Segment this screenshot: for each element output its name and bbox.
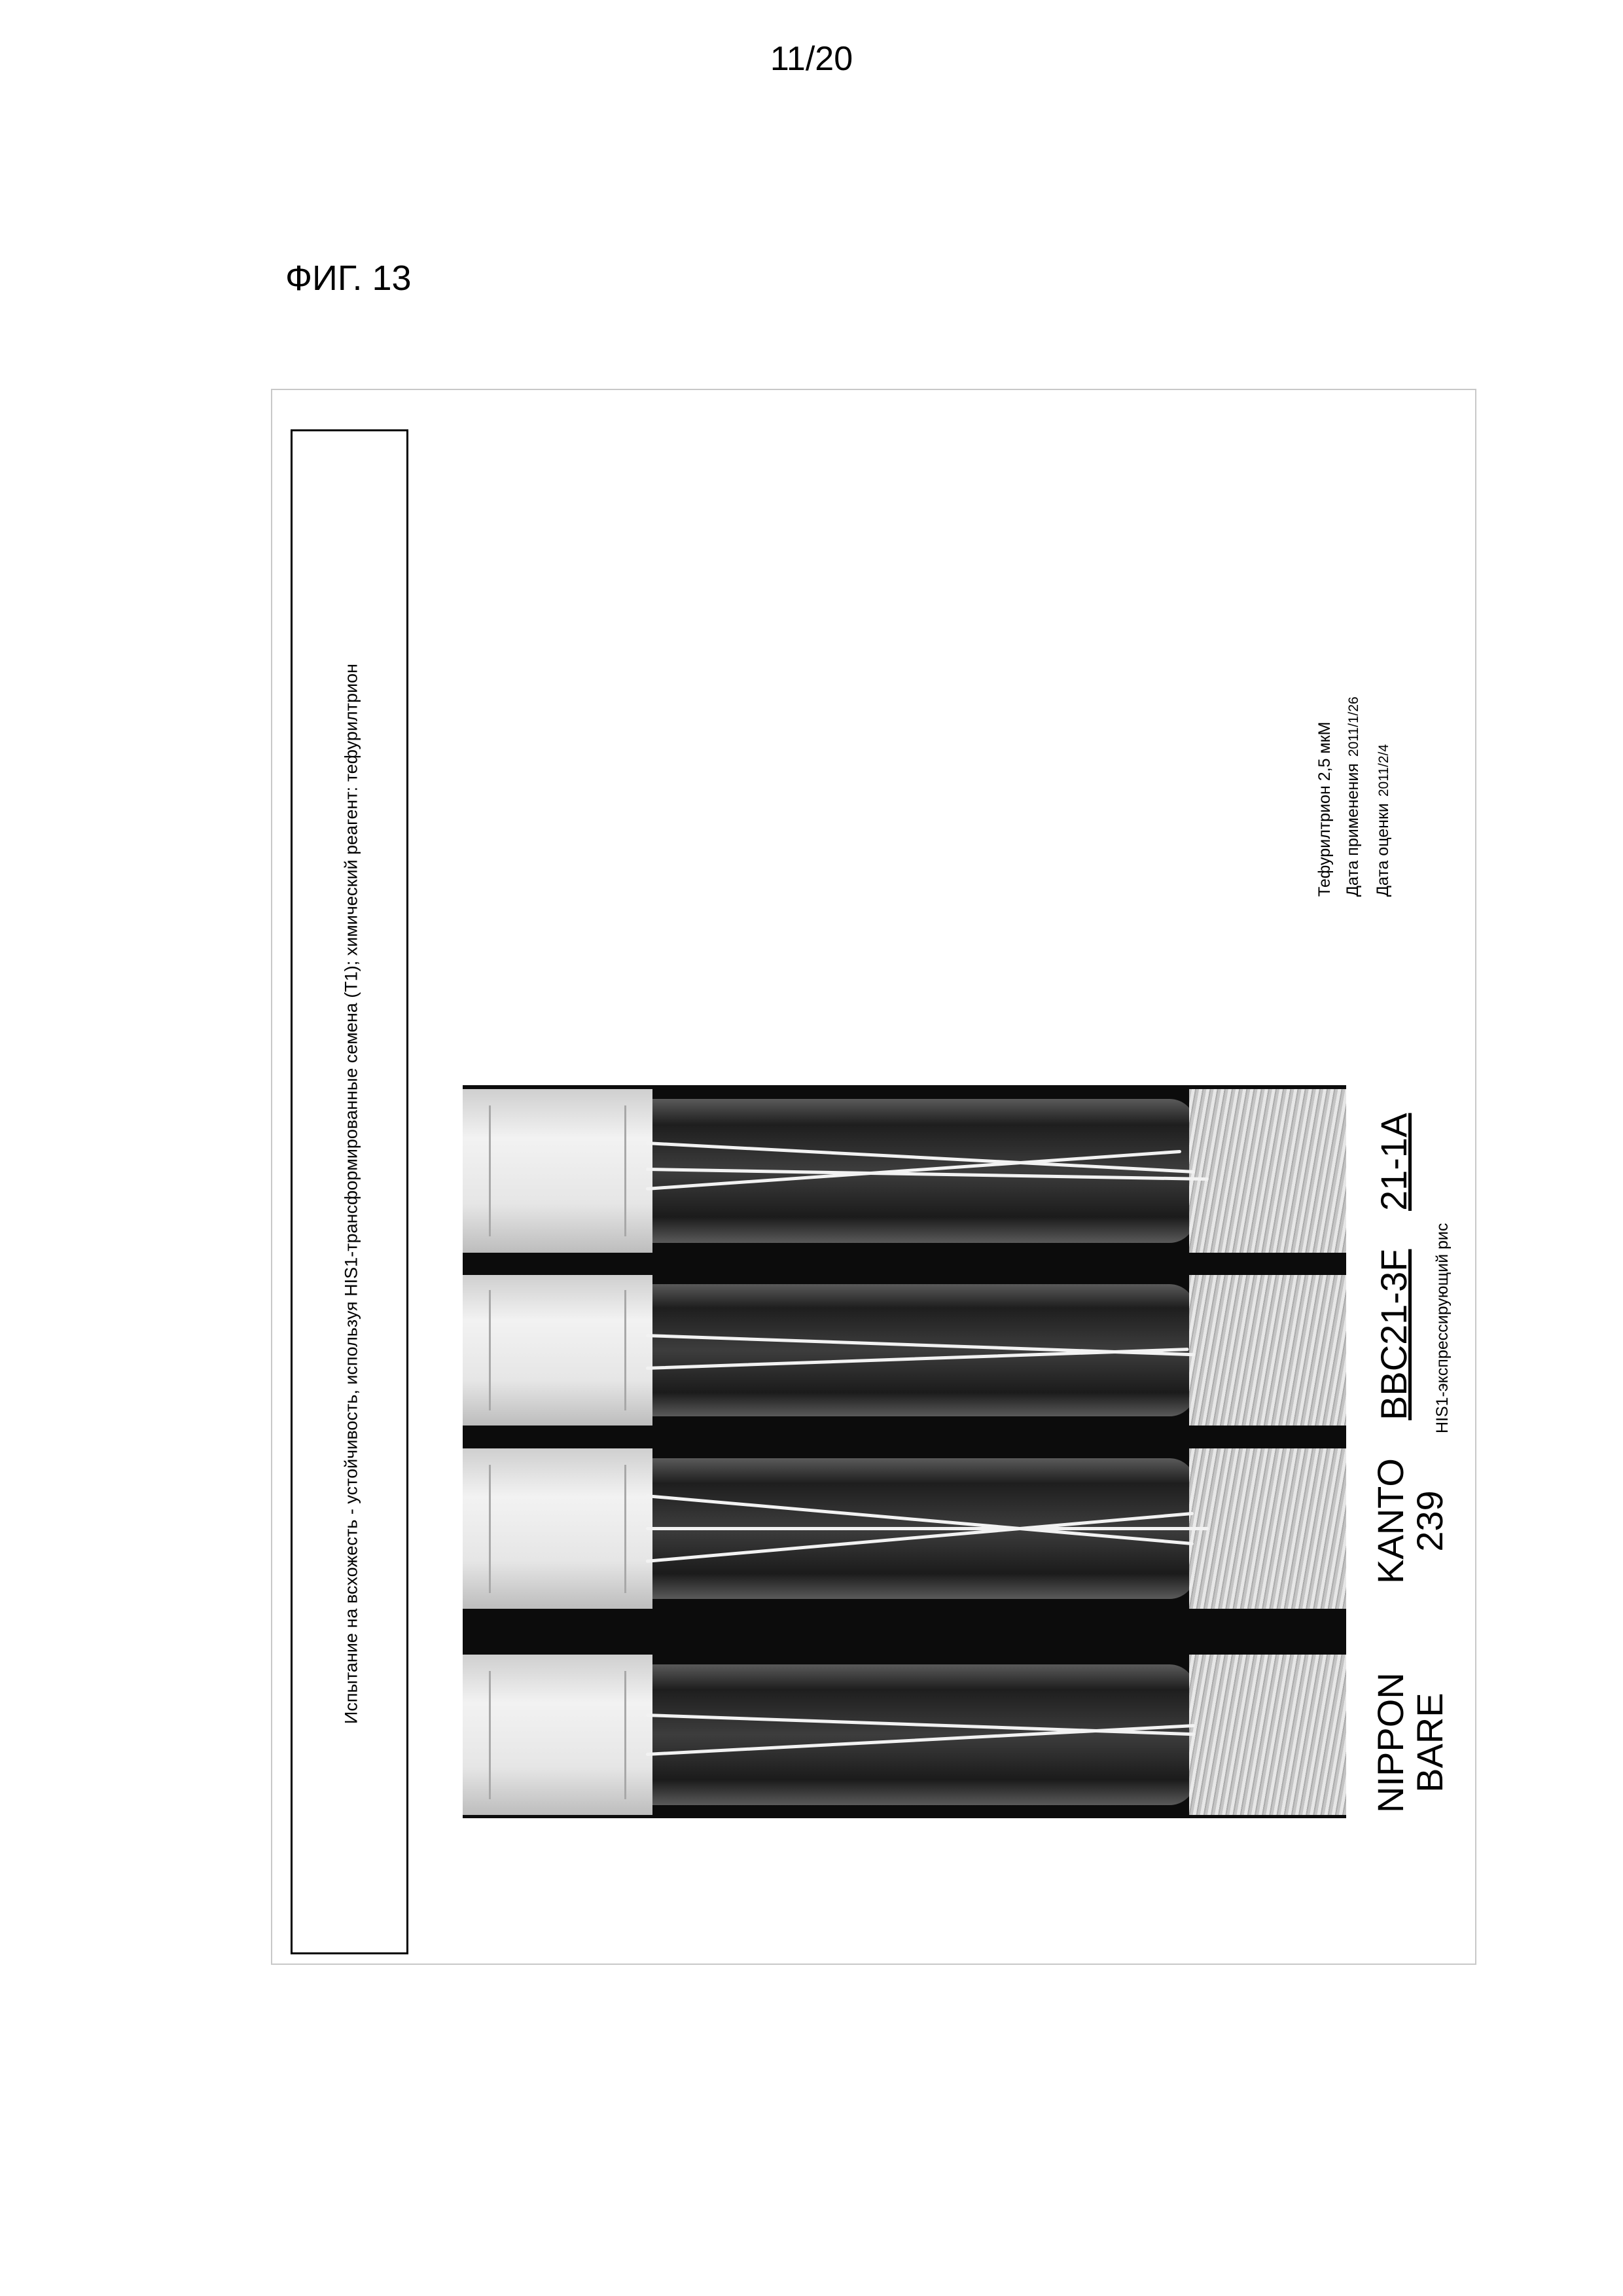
sample-label-line: KANTO (1370, 1458, 1411, 1584)
tube-photo (463, 1089, 1346, 1253)
sample-label-line: 239 (1409, 1490, 1450, 1552)
info-evaluation-label: Дата оценки (1374, 803, 1392, 897)
caption-text: Испытание на всхожесть - устойчивость, используя HIS1-трансформированные семена (Т1); химический реагент: тефурилтрион (341, 663, 361, 1725)
sample-label-kanto (1371, 1458, 1450, 1584)
group-label: HIS1-экспрессирующий рис (1433, 1223, 1452, 1433)
sample-label-line: BARE (1409, 1693, 1450, 1793)
page-number: 11/20 (770, 40, 853, 78)
info-evaluation-date (1374, 744, 1393, 897)
sample-label-line: NIPPON (1370, 1672, 1411, 1813)
tube-photo (463, 1275, 1346, 1426)
tube-photo (463, 1655, 1346, 1815)
seedling-tubes-photo (463, 1085, 1346, 1818)
info-concentration: Тефурилтрион 2,5 мкМ (1315, 721, 1334, 897)
sample-label-21-1a: 21-1A (1373, 1113, 1414, 1211)
figure-label: ФИГ. 13 (285, 259, 412, 298)
info-evaluation-value: 2011/2/4 (1376, 744, 1391, 797)
sample-label-bbc21-3f: BBC21-3F (1373, 1249, 1414, 1420)
info-application-date (1344, 696, 1363, 897)
info-application-label: Дата применения (1344, 763, 1362, 897)
info-application-value: 2011/1/26 (1346, 696, 1361, 757)
tube-photo (463, 1448, 1346, 1609)
caption-box (291, 429, 408, 1954)
sample-label-nipponbare (1371, 1672, 1450, 1813)
